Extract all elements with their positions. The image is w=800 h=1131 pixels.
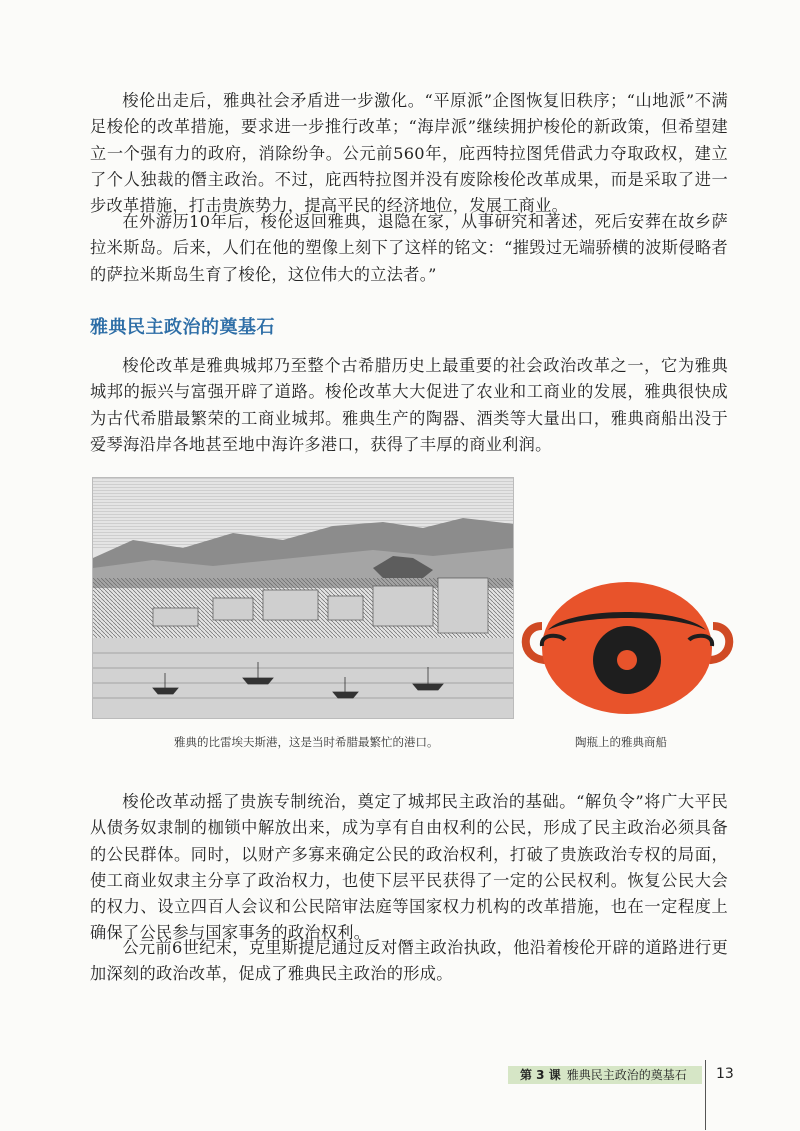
page-number: 13 [716, 1066, 734, 1082]
vase-caption: 陶瓶上的雅典商船 [575, 735, 667, 749]
footer-divider [705, 1060, 706, 1130]
body-paragraph: 梭伦改革动摇了贵族专制统治，奠定了城邦民主政治的基础。“解负令”将广大平民从债务奴隶制的枷锁中解放出来，成为享有自由权利的公民，形成了民主政治必须具备的公民群体。同时，以财产多寡来确定公民的政治权利，打破了贵族政治专权的局面，使工商业奴隶主分享了政治权力，也使下层平民获得了一定的公民权利。恢复公民大会的权力、设立四百人会议和公民陪审法庭等国家权力机构的改革措施，也在一定程度上确保了公民参与国家事务的政治权利。 [90, 792, 728, 943]
vase-image [520, 578, 735, 718]
harbor-caption: 雅典的比雷埃夫斯港，这是当时希腊最繁忙的港口。 [174, 735, 439, 749]
body-paragraph: 公元前6世纪末，克里斯提尼通过反对僭主政治执政，他沿着梭伦开辟的道路进行更加深刻的政治改革，促成了雅典民主政治的形成。 [90, 938, 728, 984]
harbor-engraving-image [92, 477, 514, 719]
body-paragraph: 在外游历10年后，梭伦返回雅典，退隐在家，从事研究和著述，死后安葬在故乡萨拉米斯岛。后来，人们在他的塑像上刻下了这样的铭文：“摧毁过无端骄横的波斯侵略者的萨拉米斯岛生育了梭伦，这位伟大的立法者。” [90, 212, 728, 284]
footer-lesson-band [508, 1066, 702, 1084]
section-title: 雅典民主政治的奠基石 [90, 317, 275, 338]
body-paragraph: 梭伦出走后，雅典社会矛盾进一步激化。“平原派”企图恢复旧秩序；“山地派”不满足梭伦的改革措施，要求进一步推行改革；“海岸派”继续拥护梭伦的新政策，但希望建立一个强有力的政府，消除纷争。公元前560年，庇西特拉图凭借武力夺取政权，建立了个人独裁的僭主政治。不过，庇西特拉图并没有废除梭伦改革成果，而是采取了进一步改革措施，打击贵族势力，提高平民的经济地位，发展工商业。 [90, 91, 728, 216]
body-paragraph: 梭伦改革是雅典城邦乃至整个古希腊历史上最重要的社会政治改革之一，它为雅典城邦的振兴与富强开辟了道路。梭伦改革大大促进了农业和工商业的发展，雅典很快成为古代希腊最繁荣的工商业城邦。雅典生产的陶器、酒类等大量出口，雅典商船出没于爱琴海沿岸各地甚至地中海许多港口，获得了丰厚的商业利润。 [90, 356, 728, 454]
footer-lesson-title: 雅典民主政治的奠基石 [566, 1068, 687, 1082]
footer-lesson-number: 第 3 课 [520, 1068, 561, 1082]
